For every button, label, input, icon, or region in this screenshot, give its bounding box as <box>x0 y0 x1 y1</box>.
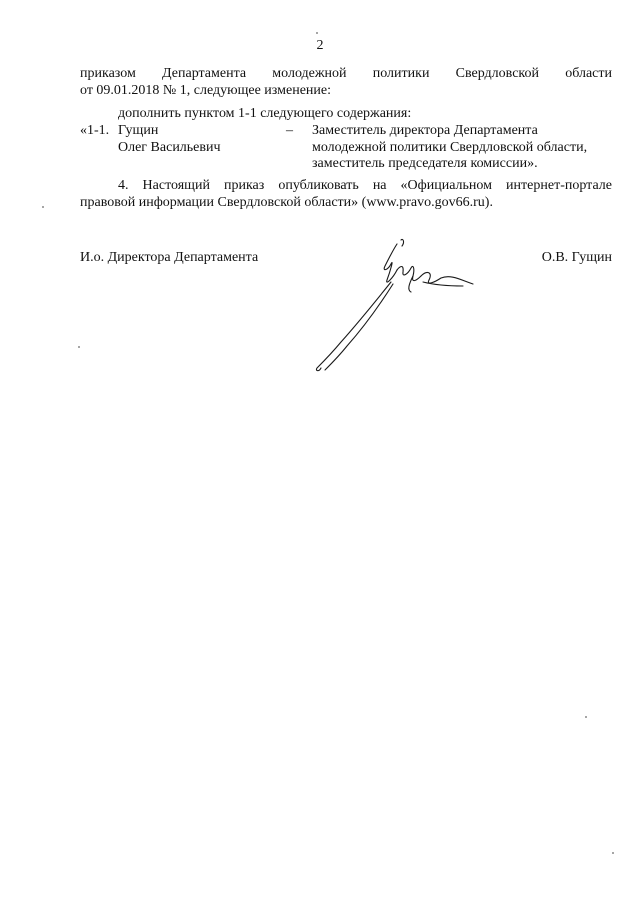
entry-dash: – <box>286 123 293 138</box>
word: области <box>565 66 613 81</box>
word: приказом <box>80 66 136 81</box>
instruction-line <box>80 106 640 123</box>
signatory-title: И.о. Директора Департамента <box>80 250 259 265</box>
entry-person <box>118 123 221 156</box>
scan-speck <box>316 32 318 34</box>
scan-speck <box>42 206 44 208</box>
handwritten-signature <box>305 236 480 376</box>
word: Департамента <box>162 66 247 81</box>
paragraph-line-1 <box>80 66 612 83</box>
entry-role-line: молодежной политики Свердловской области, <box>312 139 588 155</box>
word: молодежной <box>272 66 347 81</box>
entry-given-names: Олег Васильевич <box>118 139 221 155</box>
word: политики <box>372 66 430 81</box>
entry-number: «1-1. <box>80 123 110 138</box>
instruction-text: дополнить пунктом 1-1 следующего содержания: <box>118 106 412 121</box>
paragraph-continuation <box>80 66 612 99</box>
page-number: 2 <box>316 38 324 53</box>
entry-role <box>312 123 587 173</box>
paragraph-line-2: от 09.01.2018 № 1, следующее изменение: <box>80 82 332 98</box>
entry-surname: Гущин <box>118 123 159 138</box>
signatory-name: О.В. Гущин <box>541 250 612 265</box>
scan-speck <box>585 716 587 718</box>
paragraph-4-line-2: правовой информации Свердловской области» (www.pravo.gov66.ru). <box>80 194 493 210</box>
scan-speck <box>612 852 614 854</box>
paragraph-4-line-1: 4. Настоящий приказ опубликовать на «Официальном интернет-портале <box>118 178 612 193</box>
paragraph-4 <box>80 178 612 211</box>
entry-role-line: заместитель председателя комиссии». <box>312 156 538 171</box>
scan-speck <box>78 346 80 348</box>
word: Свердловской <box>455 66 539 81</box>
entry-role-line: Заместитель директора Департамента <box>312 123 538 138</box>
